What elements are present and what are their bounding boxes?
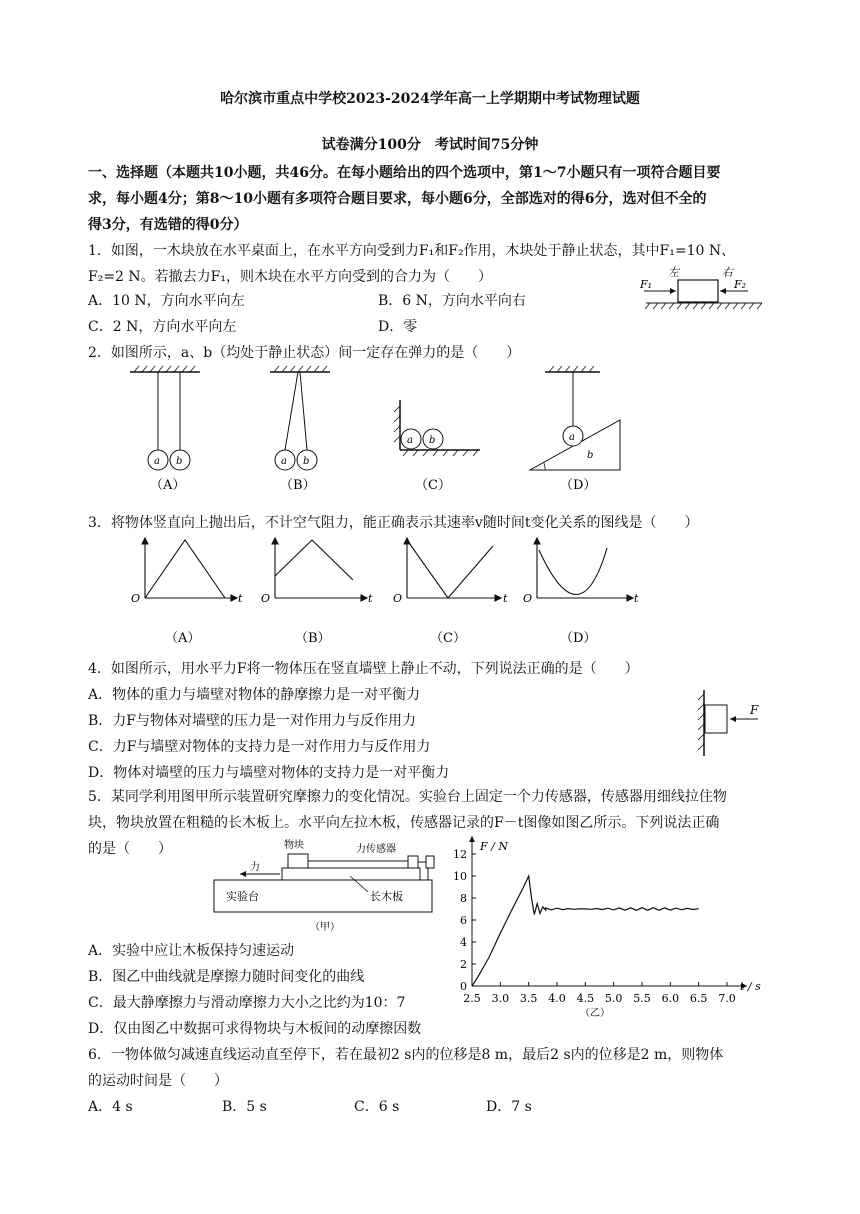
q2-fig-b xyxy=(270,366,330,492)
q2-c-ball-b: b xyxy=(429,435,436,446)
chart-y-tick-label: 10 xyxy=(453,870,467,883)
q3-stem: 3．将物体竖直向上抛出后，不计空气阻力，能正确表示其速率v随时间t变化关系的图线是（ ） xyxy=(88,515,699,531)
q5-jia-sensor: 力传感器 xyxy=(356,844,396,855)
q1-option-c: C．2 N，方向水平向左 xyxy=(88,319,237,335)
chart-x-tick-label: 3.5 xyxy=(519,992,538,1005)
chart-x-tick-label: 6.5 xyxy=(689,992,708,1005)
chart-x-ticks xyxy=(463,982,736,1005)
chart-y-tick-label: 6 xyxy=(460,914,467,927)
q5-jia-board: 长木板 xyxy=(370,890,403,903)
chart-y-tick-label: 8 xyxy=(460,892,467,905)
chart-y-tick-label: 12 xyxy=(453,848,467,861)
q6-option-c: C．6 s xyxy=(354,1099,400,1115)
q2-b-ball-a: a xyxy=(281,456,287,467)
q1-option-b: B．6 N，方向水平向右 xyxy=(378,293,526,309)
q1-fig-left-label: 左 xyxy=(668,266,679,279)
q5-option-b: B．图乙中曲线就是摩擦力随时间变化的曲线 xyxy=(88,969,365,985)
q5-ft-chart xyxy=(440,836,780,1026)
q5-option-a: A．实验中应让木板保持匀速运动 xyxy=(88,943,295,959)
q5-jia-table: 实验台 xyxy=(226,890,259,903)
q3-axis-t-c: t xyxy=(503,592,508,605)
q4-option-b: B．力F与物体对墙壁的压力是一对作用力与反作用力 xyxy=(88,713,417,729)
chart-y-tick-label: 4 xyxy=(460,936,467,949)
q2-fig-c xyxy=(394,400,480,492)
q3-label-a: （A） xyxy=(165,631,201,646)
q2-figure xyxy=(120,362,640,492)
q6-option-d: D．7 s xyxy=(486,1099,532,1115)
q2-label-b: （B） xyxy=(280,478,316,492)
q4-option-d: D．物体对墙壁的压力与墙壁对物体的支持力是一对平衡力 xyxy=(88,765,450,781)
paper-subtitle: 试卷满分100分 考试时间75分钟 xyxy=(321,137,539,153)
chart-x-tick-label: 6.0 xyxy=(661,992,680,1005)
q6-option-b: B．5 s xyxy=(222,1099,267,1115)
q3-origin-c: O xyxy=(393,592,403,605)
q3-label-c: （C） xyxy=(430,631,466,646)
q2-label-d: （D） xyxy=(560,478,597,492)
q1-line1: 1．如图，一木块放在水平桌面上，在水平方向受到力F₁和F₂作用，木块处于静止状态，其中F₁=10 N、 xyxy=(88,243,736,259)
chart-x-tick-label: 3.0 xyxy=(491,992,510,1005)
q3-origin-a: O xyxy=(131,592,141,605)
chart-x-tick-label: 5.0 xyxy=(604,992,623,1005)
q2-d-ball-a: a xyxy=(569,432,575,443)
q4-option-a: A．物体的重力与墙壁对物体的静摩擦力是一对平衡力 xyxy=(88,687,421,703)
q2-a-ball-a: a xyxy=(154,456,160,467)
q2-fig-d xyxy=(530,366,620,492)
q5-option-c: C．最大静摩擦力与滑动摩擦力大小之比约为10：7 xyxy=(88,995,406,1011)
chart-series-line xyxy=(472,876,699,986)
q3-figure xyxy=(125,530,645,650)
chart-x-tick-label: 5.5 xyxy=(633,992,651,1005)
q3-label-b: （B） xyxy=(295,631,331,646)
chart-y-tick-label: 0 xyxy=(460,980,467,993)
chart-y-arrow xyxy=(469,836,475,842)
q4-option-c: C．力F与墙壁对物体的支持力是一对作用力与反作用力 xyxy=(88,739,431,755)
q2-label-c: （C） xyxy=(415,478,451,492)
section-heading-line1: 一、选择题（本题共10小题，共46分。在每小题给出的四个选项中，第1～7小题只有一项符合题目要 xyxy=(88,165,721,181)
q1-figure xyxy=(630,262,770,320)
chart-x-tick-label: 7.0 xyxy=(718,992,736,1005)
q4-stem: 4．如图所示，用水平力F将一物体压在竖直墙壁上静止不动，下列说法正确的是（ ） xyxy=(88,661,639,677)
chart-x-tick-label: 4.5 xyxy=(576,992,595,1005)
q3-origin-b: O xyxy=(261,592,271,605)
chart-y-ticks xyxy=(453,848,476,993)
q6-line2: 的运动时间是（ ） xyxy=(88,1073,228,1089)
section-heading-line2: 求，每小题4分；第8～10小题有多项符合题目要求，每小题6分，全部选对的得6分，选对但不全的 xyxy=(88,191,707,207)
q4-fig-f: F xyxy=(750,703,759,717)
q2-c-ball-a: a xyxy=(407,435,413,446)
q1-line2: F₂=2 N。若撤去力F₁，则木块在水平方向受到的合力为（ ） xyxy=(88,269,492,285)
section-heading xyxy=(88,160,778,238)
chart-x-tick-label: 4.0 xyxy=(548,992,566,1005)
q1-option-d: D．零 xyxy=(378,319,418,335)
q1-option-a: A．10 N，方向水平向左 xyxy=(88,293,245,309)
q5-fig-jia xyxy=(210,836,440,936)
q2-a-ball-b: b xyxy=(176,456,183,467)
q3-axis-t-a: t xyxy=(238,592,243,605)
q2-label-a: （A） xyxy=(150,478,186,492)
q1-fig-right-label: 右 xyxy=(722,266,733,279)
q1-fig-f2: F₂ xyxy=(734,278,747,291)
question-6 xyxy=(88,1042,778,1094)
q5-jia-force: 力 xyxy=(250,862,260,873)
q5-jia-block: 物块 xyxy=(284,840,304,851)
q3-label-d: （D） xyxy=(560,631,597,646)
section-heading-line3: 得3分，有选错的得0分） xyxy=(88,217,248,233)
q5-line3: 的是（ ） xyxy=(88,841,172,857)
q5-line2: 块，物块放置在粗糙的长木板上。水平向左拉木板，传感器记录的F－t图像如图乙所示。下列说法正确 xyxy=(88,815,720,831)
chart-x-label: t / s xyxy=(740,980,761,993)
q5-option-d: D．仅由图乙中数据可求得物块与木板间的动摩擦因数 xyxy=(88,1021,422,1037)
q5-yi-caption: （乙） xyxy=(580,1008,610,1019)
chart-y-tick-label: 2 xyxy=(460,958,467,971)
q2-stem: 2．如图所示，a、b（均处于静止状态）间一定存在弹力的是（ ） xyxy=(88,345,521,361)
paper-title: 哈尔滨市重点中学校2023-2024学年高一上学期期中考试物理试题 xyxy=(220,91,640,107)
chart-x-tick-label: 2.5 xyxy=(463,992,481,1005)
q5-jia-caption: （甲） xyxy=(310,922,340,933)
q2-b-ball-b: b xyxy=(303,456,310,467)
q4-figure xyxy=(690,688,770,758)
q2-d-wedge-b: b xyxy=(587,450,594,461)
chart-y-label: F / N xyxy=(480,840,508,853)
q3-axis-t-b: t xyxy=(368,592,373,605)
q6-line1: 6．一物体做匀减速直线运动直至停下，若在最初2 s内的位移是8 m，最后2 s内的位移是2 m，则物体 xyxy=(88,1047,724,1063)
q2-fig-a xyxy=(130,366,200,492)
q6-option-a: A．4 s xyxy=(88,1099,133,1115)
q3-origin-d: O xyxy=(523,592,533,605)
q3-axis-t-d: t xyxy=(634,592,639,605)
q1-fig-f1: F₁ xyxy=(640,278,653,291)
q5-line1: 5．某同学利用图甲所示装置研究摩擦力的变化情况。实验台上固定一个力传感器，传感器用细线拉住物 xyxy=(88,789,727,805)
